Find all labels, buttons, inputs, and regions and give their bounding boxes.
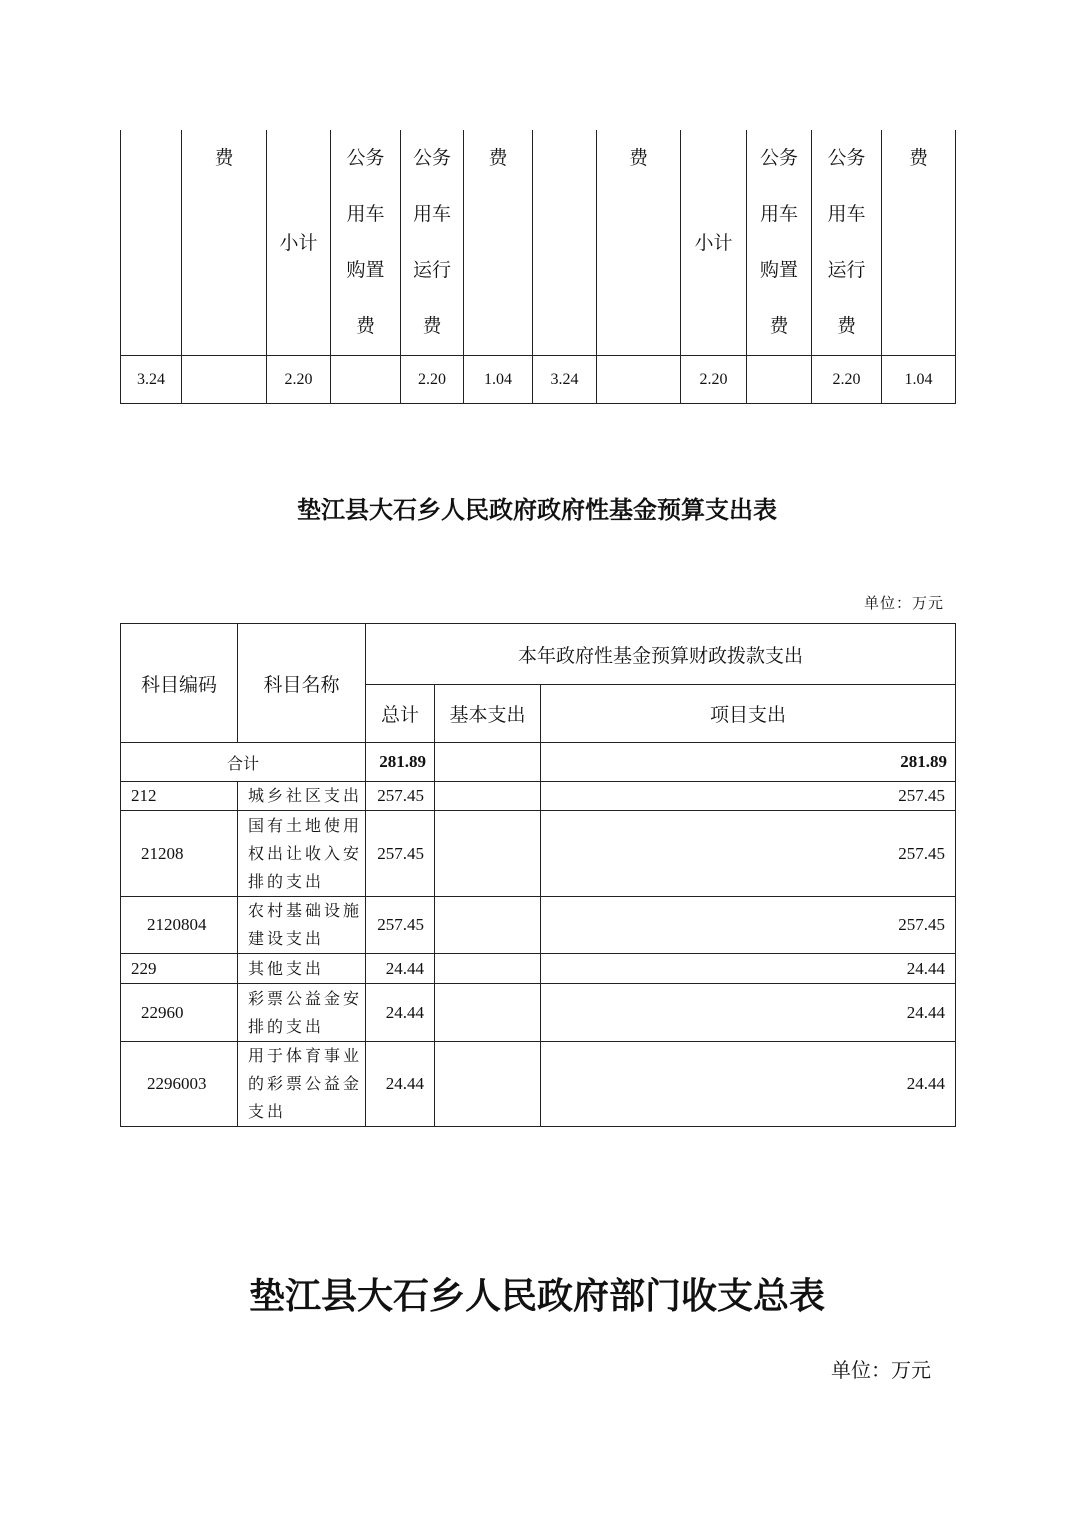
total-cell: 257.45 bbox=[366, 811, 435, 897]
basic-cell bbox=[435, 782, 541, 811]
cell: 2.20 bbox=[267, 356, 331, 404]
header-cell: 费 bbox=[597, 130, 681, 356]
cell: 1.04 bbox=[882, 356, 956, 404]
header-cell: 公务用车运行费 bbox=[812, 130, 882, 356]
project-cell: 257.45 bbox=[541, 897, 956, 954]
header-cell: 小计 bbox=[681, 130, 747, 356]
total-row bbox=[121, 743, 956, 782]
table-row bbox=[121, 811, 956, 897]
fund-table-unit: 单位：万元 bbox=[863, 594, 944, 612]
name-cell: 城乡社区支出 bbox=[238, 782, 366, 811]
header-cell bbox=[121, 130, 182, 356]
government-fund-expenditure-table bbox=[120, 623, 956, 1127]
total-cell: 24.44 bbox=[366, 1042, 435, 1127]
project-value: 281.89 bbox=[541, 743, 956, 782]
header-cell: 公务用车购置费 bbox=[747, 130, 812, 356]
basic-cell bbox=[435, 1042, 541, 1127]
summary-table-title: 垫江县大石乡人民政府部门收支总表 bbox=[248, 1275, 825, 1317]
project-cell: 24.44 bbox=[541, 954, 956, 984]
total-cell: 257.45 bbox=[366, 897, 435, 954]
table-row bbox=[121, 356, 956, 404]
header-basic: 基本支出 bbox=[435, 685, 541, 743]
total-label: 合计 bbox=[121, 743, 366, 782]
summary-table-unit: 单位：万元 bbox=[831, 1358, 931, 1382]
code-cell: 2120804 bbox=[121, 897, 238, 954]
cell: 2.20 bbox=[681, 356, 747, 404]
code-cell: 22960 bbox=[121, 984, 238, 1042]
project-cell: 24.44 bbox=[541, 984, 956, 1042]
table-row bbox=[121, 1042, 956, 1127]
cell: 1.04 bbox=[464, 356, 533, 404]
table-row bbox=[121, 984, 956, 1042]
cell bbox=[747, 356, 812, 404]
cell bbox=[331, 356, 401, 404]
header-code: 科目编码 bbox=[121, 624, 238, 743]
basic-value bbox=[435, 743, 541, 782]
name-cell: 彩票公益金安排的支出 bbox=[238, 984, 366, 1042]
header-cell: 小计 bbox=[267, 130, 331, 356]
project-cell: 257.45 bbox=[541, 782, 956, 811]
code-cell: 21208 bbox=[121, 811, 238, 897]
table-row bbox=[121, 897, 956, 954]
header-cell: 公务用车购置费 bbox=[331, 130, 401, 356]
cell: 3.24 bbox=[533, 356, 597, 404]
header-cell: 公务用车运行费 bbox=[401, 130, 464, 356]
cell: 3.24 bbox=[121, 356, 182, 404]
basic-cell bbox=[435, 811, 541, 897]
cell bbox=[597, 356, 681, 404]
name-cell: 国有土地使用权出让收入安排的支出 bbox=[238, 811, 366, 897]
public-funds-table-continuation bbox=[120, 130, 956, 404]
name-cell: 其他支出 bbox=[238, 954, 366, 984]
total-cell: 24.44 bbox=[366, 984, 435, 1042]
header-total: 总计 bbox=[366, 685, 435, 743]
header-cell bbox=[533, 130, 597, 356]
project-cell: 257.45 bbox=[541, 811, 956, 897]
header-cell: 费 bbox=[882, 130, 956, 356]
header-name: 科目名称 bbox=[238, 624, 366, 743]
code-cell: 212 bbox=[121, 782, 238, 811]
header-cell: 费 bbox=[182, 130, 267, 356]
name-cell: 用于体育事业的彩票公益金支出 bbox=[238, 1042, 366, 1127]
table-row bbox=[121, 782, 956, 811]
table-header-row bbox=[121, 130, 956, 356]
basic-cell bbox=[435, 984, 541, 1042]
basic-cell bbox=[435, 954, 541, 984]
total-cell: 24.44 bbox=[366, 954, 435, 984]
project-cell: 24.44 bbox=[541, 1042, 956, 1127]
code-cell: 2296003 bbox=[121, 1042, 238, 1127]
name-cell: 农村基础设施建设支出 bbox=[238, 897, 366, 954]
basic-cell bbox=[435, 897, 541, 954]
header-project: 项目支出 bbox=[541, 685, 956, 743]
fund-table-title: 垫江县大石乡人民政府政府性基金预算支出表 bbox=[297, 495, 777, 524]
cell: 2.20 bbox=[401, 356, 464, 404]
cell bbox=[182, 356, 267, 404]
header-cell: 费 bbox=[464, 130, 533, 356]
total-value: 281.89 bbox=[366, 743, 435, 782]
cell: 2.20 bbox=[812, 356, 882, 404]
header-group: 本年政府性基金预算财政拨款支出 bbox=[366, 624, 956, 685]
total-cell: 257.45 bbox=[366, 782, 435, 811]
code-cell: 229 bbox=[121, 954, 238, 984]
table-row bbox=[121, 954, 956, 984]
